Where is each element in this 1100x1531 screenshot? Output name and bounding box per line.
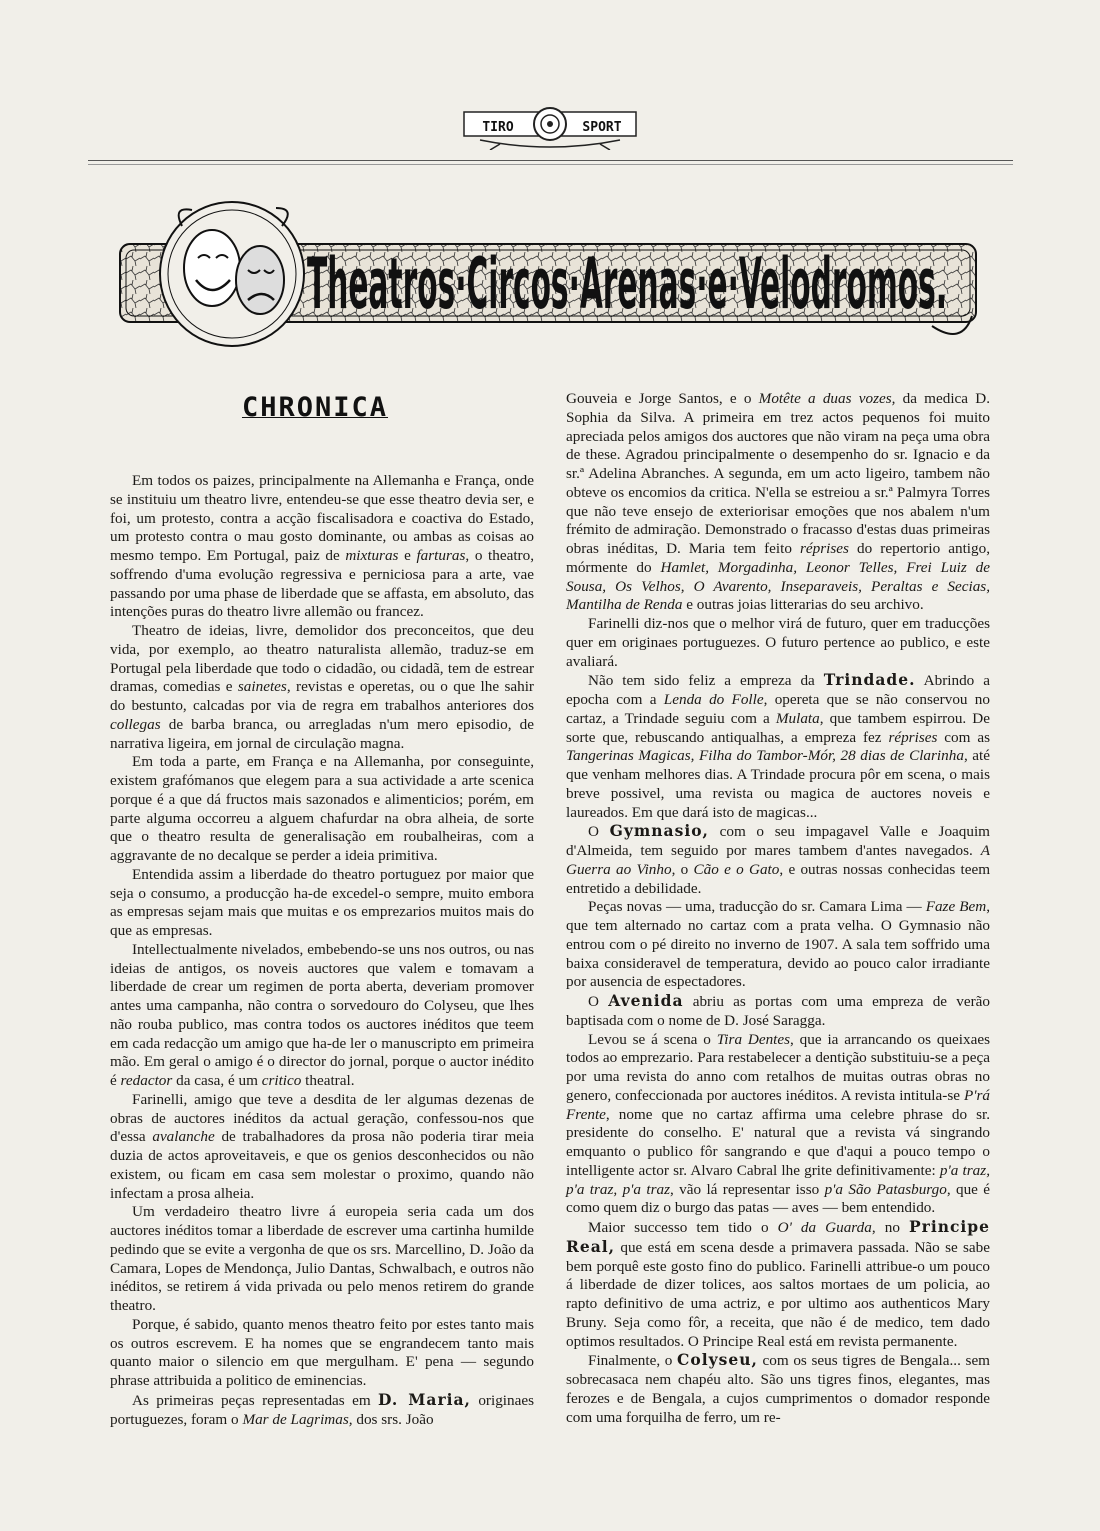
right-paragraph-5: Peças novas — uma, traducção do sr. Camara Lima — Faze Bem, que tem alternado no cartaz com a prata velha. O Gymnasio não entrou com o pé direito no inverno de 1907. A sala tem soffrido uma baixa consideravel de temperatura, devido ao pouco calor irradiante por ausencia de espectadores. xyxy=(566,898,990,991)
right-paragraph-3: Não tem sido feliz a empreza da Trindade. Abrindo a epocha com a Lenda do Folle, opereta que se não conservou no cartaz, a Trindade seguiu com a Mulata, que tambem espirrou. De sorte que, rebuscando antiqualhas, a empreza fez réprises com as Tangerinas Magicas, Filha do Tambor-Mór, 28 dias de Clarinha, até que venham melhores dias. A Trindade procura pôr em scena, o mais breve possivel, uma revista ou magica de auctores noveis e laureados. Em que dará isto de magicas... xyxy=(566,670,991,821)
right-paragraph-9: Finalmente, o Colyseu, com os seus tigres de Bengala... sem sobrecasaca nem chapéu alto. São uns tigres finos, elegantes, mas ferozes e de Bengala, a cujos cumprimentos o domador responde com uma forquilha de ferro, um re- xyxy=(566,1350,990,1426)
tiro-sport-logo xyxy=(460,104,640,150)
right-paragraph-6: O Avenida abriu as portas com uma empreza de verão baptisada com o nome de D. José Saragga. xyxy=(566,991,990,1029)
masthead-logo xyxy=(460,104,640,150)
top-rule-secondary xyxy=(88,164,1013,165)
right-paragraph-2: Farinelli diz-nos que o melhor virá de futuro, quer em traducções quer em originaes portuguezes. O futuro pertence ao publico, e este avaliará. xyxy=(566,615,990,670)
left-paragraph-7: Um verdadeiro theatro livre á europeia seria cada um dos auctores inéditos tomar a liberdade de escrever uma cartinha humilde pedindo que se evite a vergonha de que os srs. Marcellino, D. João da Camara, Lopes de Mendonça, Julio Dantas, Schwalbach, e outros não inéditos, se retirem á vida privada ou pelo menos retirem do grande theatro. xyxy=(110,1203,534,1314)
theatre-masks-icon xyxy=(160,202,304,346)
left-column xyxy=(110,472,534,1429)
masthead-right-text: SPORT xyxy=(582,120,622,135)
left-paragraph-6: Farinelli, amigo que teve a desdita de ler algumas dezenas de obras de auctores inéditos da actual geração, confessou-nos que d'essa avalanche de trabalhadores da prosa não poderia tirar meia duzia de actos aproveitaveis, e que os genios desconhecidos ou não existem, ou ficam em casa sem molestar o proximo, quando não infectam a prosa alheia. xyxy=(110,1090,534,1202)
left-paragraph-5: Intellectualmente nivelados, embebendo-se uns nos outros, ou nas ideias de antigos, os noveis auctores que valem e tomavam a liberdade de crear um regimen de porta aberta, deveriam promover antes uma campanha, não contra o sorvedouro do Colyseu, que lhes não rouba publico, mas contra todos os auctores inéditos que teem em cada redacção um amigo que ha-de ler o manuscripto em primeira mão. Em geral o amigo é o director do jornal, porque o auctor inédito é redactor da casa, é um critico theatral. xyxy=(110,940,534,1089)
right-paragraph-4: O Gymnasio, com o seu impagavel Valle e Joaquim d'Almeida, tem seguido por mares tambem d'antes navegados. A Guerra ao Vinho, o Cão e o Gato, e outras nossas conhecidas teem entretido a debilidade. xyxy=(566,821,991,897)
right-paragraph-7: Levou se á scena o Tira Dentes, que ia arrancando os queixaes todos ao emprezario. Para restabelecer a dentição substituiu-se a peça por uma revista do anno com retalhos de muitas outras obras no genero, confeccionada por auctores inéditos. A revista intitula-se P'rá Frente, nome que no cartaz affirma uma celebre phrase do sr. presidente do conselho. E' natural que a revista vá singrando emquanto o publico fôr sangrando e que d'aqui a pouco tempo o intelligente actor sr. Alvaro Cabral lhe grite definitivamente: p'a traz, p'a traz, p'a traz, vão lá representar isso p'a São Patasburgo, que é como quem diz o burgo das patas — aves — bem entendido. xyxy=(566,1030,991,1217)
banner-artwork xyxy=(112,196,982,366)
right-paragraph-8: Maior successo tem tido o O' da Guarda, no Principe Real, que está em scena desde a primavera passada. Não se sabe bem porquê este gosto fino do publico. Farinelli attribue-o um pouco á liberdade de dizer tolices, aos saltos mortaes de um policia, ao rapto definitivo de uma actriz, e por ultimo aos authenticos Mary Bruny. Seja como fôr, a receita, que não é de medico, tem dado optimos resultados. O Principe Real está em revista permanente. xyxy=(566,1217,991,1350)
section-heading: CHRONICA xyxy=(241,392,389,423)
left-paragraph-9: As primeiras peças representadas em D. Maria, originaes portuguezes, foram o Mar de Lagrimas, dos srs. João xyxy=(110,1389,534,1428)
banner-title: Theatros·Circos·Arenas·e·Velodromos. xyxy=(307,243,947,325)
right-paragraph-1: Gouveia e Jorge Santos, e o Motête a duas vozes, da medica D. Sophia da Silva. A primeira em trez actos pequenos foi muito apreciada pelos amigos dos auctores que não viram na peça uma obra de these. Agradou principalmente o desempenho do sr. Ignacio e da sr.ª Adelina Abranches. A segunda, em um acto ligeiro, tambem não obteve os encomios da critica. N'ella se estreiou a sr.ª Palmyra Torres que não teve ensejo de exteriorisar emoções que nos abalem n'um frémito de admiração. Demonstrado o fracasso d'estas duas primeiras obras inéditas, D. Maria tem feito réprises do repertorio antigo, mórmente do Hamlet, Morgadinha, Leonor Telles, Frei Luiz de Sousa, Os Velhos, O Avarento, Inseparaveis, Peraltas e Secias, Mantilha de Renda e outras joias litterarias do seu archivo. xyxy=(566,390,991,614)
top-rule xyxy=(88,160,1013,161)
left-paragraph-2: Theatro de ideias, livre, demolidor dos preconceitos, que deu vida, por exemplo, ao theatro naturalista allemão, traduz-se em Portugal pela liberdade que todo o cidadão, ou cidadã, tem de estrear dramas, comedias e sainetes, revistas e operetas, ou o que lhe sahir do bestunto, calcadas por via de regra em trabalhos anteriores dos collegas de barba branca, ou arregladas n'um mero episodio, de narrativa ligeira, em jornal de circulação magna. xyxy=(110,622,534,752)
right-column xyxy=(566,390,990,1427)
section-banner xyxy=(112,196,982,366)
left-paragraph-1: Em todos os paizes, principalmente na Allemanha e França, onde se instituiu um theatro livre, entendeu-se que esse theatro devia ser, e foi, um protesto, contra a acção fiscalisadora e coactiva do Estado, um protesto contra o mau gosto dominante, ou ambas as coisas ao mesmo tempo. Em Portugal, paiz de mixturas e farturas, o theatro, soffrendo d'uma evolução regressiva e perniciosa para a arte, vae passando por uma phase de liberdade que se affasta, em absoluto, das intenções puras do theatro livre allemão ou francez. xyxy=(110,472,534,621)
left-paragraph-4: Entendida assim a liberdade do theatro portuguez por maior que seja o consumo, a producção ha-de excedel-o sempre, muito embora as empresas sejam mais que muitas e os emprezarios muitos mais do que as empresas. xyxy=(110,865,534,939)
masthead-left-text: TIRO xyxy=(482,120,514,135)
left-paragraph-3: Em toda a parte, em França e na Allemanha, por conseguinte, existem grafómanos que elegem para a sua actividade a arte scenica porque é a que dá fructos mais sazonados e alimenticios; porém, em parte alguma occorreu a alguem chafurdar na obra alheia, de sorte que o theatro resulta de generalisação em roubalheiras, com a aggravante de no decalque se perder a ideia primitiva. xyxy=(110,753,534,864)
left-paragraph-8: Porque, é sabido, quanto menos theatro feito por estes tanto mais os outros escrevem. E ha nomes que se engrandecem tanto mais quanto maior o silencio em que mergulham. E' pena — segundo phrase attribuida a politico de eminencias. xyxy=(110,1315,534,1389)
